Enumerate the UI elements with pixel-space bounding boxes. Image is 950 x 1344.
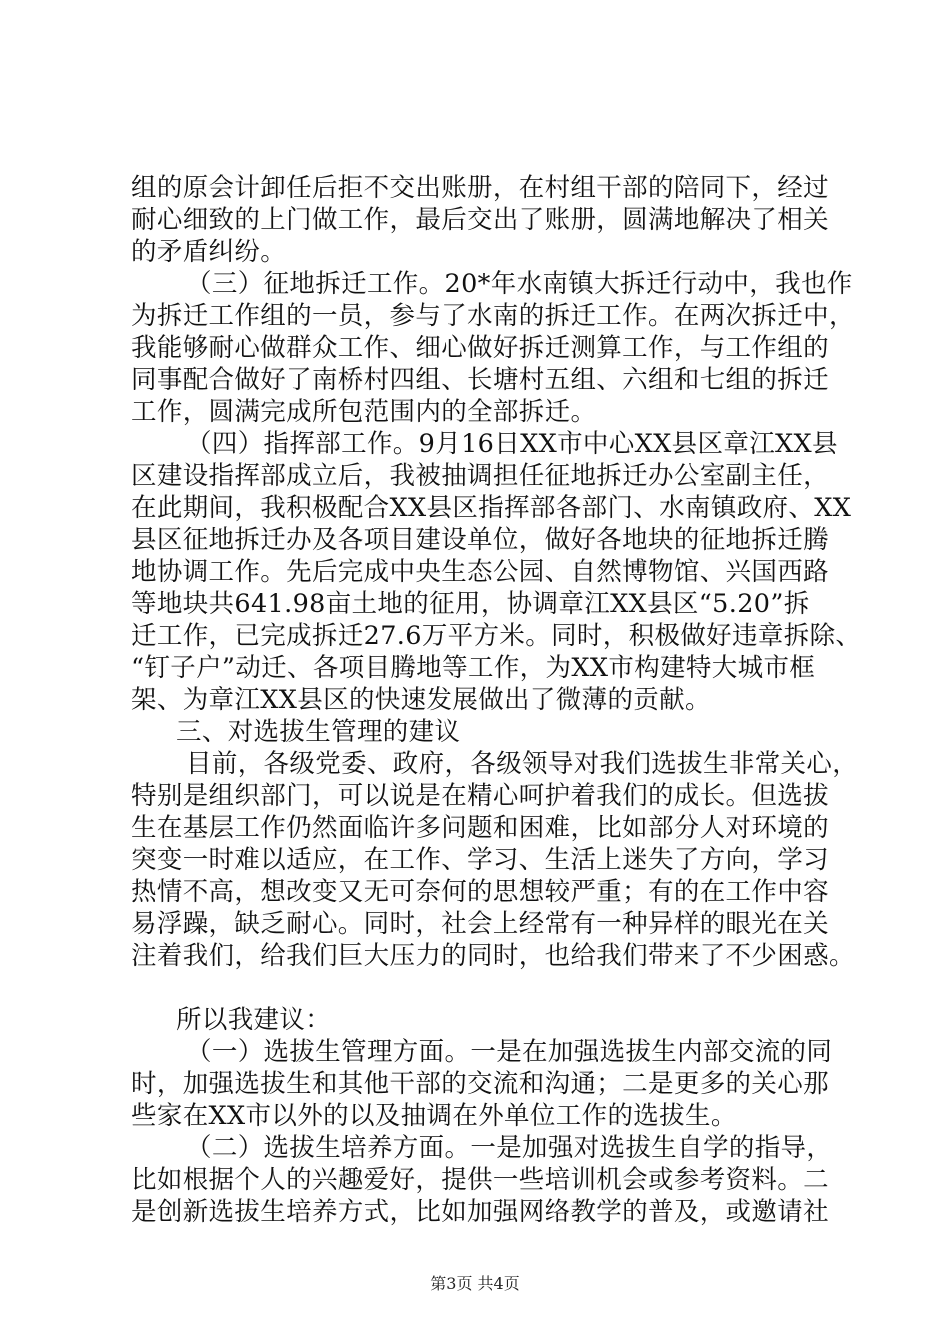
- text-line: 组的原会计卸任后拒不交出账册，在村组干部的陪同下，经过: [131, 173, 829, 203]
- text-line: 等地块共641.98亩土地的征用，协调章江XX县区“5.20”拆: [131, 589, 810, 619]
- text-line: （三）征地拆迁工作。20*年水南镇大拆迁行动中，我也作: [186, 269, 853, 299]
- text-line: 时，加强选拔生和其他干部的交流和沟通；二是更多的关心那: [131, 1069, 829, 1099]
- text-line: 特别是组织部门，可以说是在精心呵护着我们的成长。但选拔: [131, 781, 829, 811]
- text-line: （二）选拔生培养方面。一是加强对选拔生自学的指导，: [186, 1133, 833, 1163]
- text-line: 的矛盾纠纷。: [131, 237, 287, 267]
- text-line: 县区征地拆迁办及各项目建设单位，做好各地块的征地拆迁腾: [131, 525, 829, 555]
- text-line: 比如根据个人的兴趣爱好，提供一些培训机会或参考资料。二: [131, 1165, 829, 1195]
- text-line: 架、为章江XX县区的快速发展做出了微薄的贡献。: [131, 685, 711, 715]
- text-line: （一）选拔生管理方面。一是在加强选拔生内部交流的同: [186, 1037, 833, 1067]
- text-line: 耐心细致的上门做工作，最后交出了账册，圆满地解决了相关: [131, 205, 829, 235]
- text-line: 易浮躁，缺乏耐心。同时，社会上经常有一种异样的眼光在关: [131, 909, 829, 939]
- text-line: 些家在XX市以外的以及抽调在外单位工作的选拔生。: [131, 1101, 737, 1131]
- text-line: “钉子户”动迁、各项目腾地等工作，为XX市构建特大城市框: [131, 653, 816, 683]
- page-number-footer: 第3页 共4页: [430, 1274, 520, 1293]
- text-line: 迁工作，已完成拆迁27.6万平方米。同时，积极做好违章拆除、: [131, 621, 862, 651]
- text-line: 在此期间，我积极配合XX县区指挥部各部门、水南镇政府、XX: [131, 493, 852, 523]
- text-line: 热情不高，想改变又无可奈何的思想较严重；有的在工作中容: [131, 877, 829, 907]
- text-line: 突变一时难以适应，在工作、学习、生活上迷失了方向，学习: [131, 845, 829, 875]
- text-line: 工作，圆满完成所包范围内的全部拆迁。: [131, 397, 597, 427]
- section-heading: 三、对选拔生管理的建议: [176, 717, 461, 747]
- text-line: 地协调工作。先后完成中央生态公园、自然博物馆、兴国西路: [131, 557, 829, 587]
- text-line: 注着我们，给我们巨大压力的同时，也给我们带来了不少困惑。: [131, 941, 855, 971]
- text-line: 所以我建议：: [176, 1005, 332, 1035]
- text-line: 生在基层工作仍然面临许多问题和困难，比如部分人对环境的: [131, 813, 829, 843]
- text-line: 为拆迁工作组的一员，参与了水南的拆迁工作。在两次拆迁中，: [131, 301, 855, 331]
- text-line: 我能够耐心做群众工作、细心做好拆迁测算工作，与工作组的: [131, 333, 829, 363]
- text-line: 目前，各级党委、政府，各级领导对我们选拔生非常关心，: [186, 749, 859, 779]
- text-line: 是创新选拔生培养方式，比如加强网络教学的普及，或邀请社: [131, 1197, 829, 1227]
- text-line: 同事配合做好了南桥村四组、长塘村五组、六组和七组的拆迁: [131, 365, 829, 395]
- text-line: 区建设指挥部成立后，我被抽调担任征地拆迁办公室副主任，: [131, 461, 829, 491]
- text-line: （四）指挥部工作。9月16日XX市中心XX县区章江XX县: [186, 429, 838, 459]
